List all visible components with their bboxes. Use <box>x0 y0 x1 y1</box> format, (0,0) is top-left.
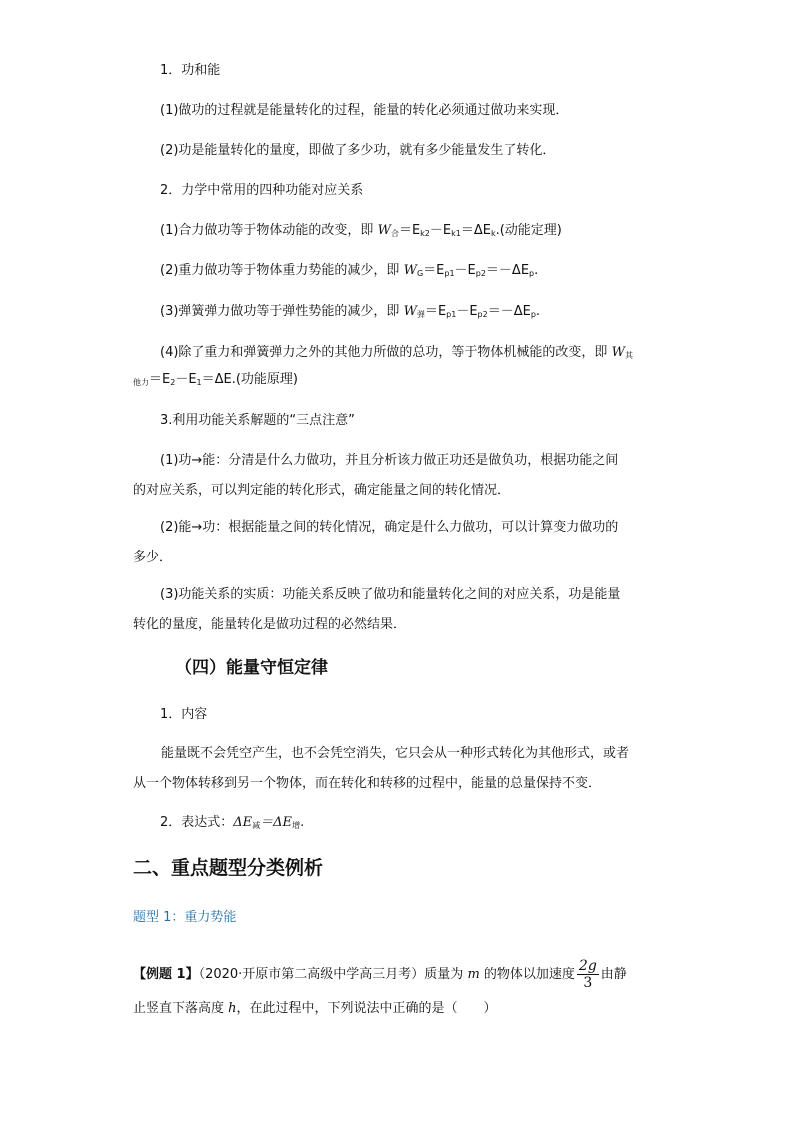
relation-4: (4)除了重力和弹簧弹力之外的其他力所做的总功，等于物体机械能的改变，即 $W_其$ <box>160 345 633 360</box>
paragraph: 从一个物体转移到另一个物体，而在转化和转移的过程中，能量的总量保持不变． <box>133 776 602 791</box>
section-1-title: 1．功和能 <box>160 63 221 78</box>
section-heading: （四）能量守恒定律 <box>175 658 328 678</box>
question-type-heading: 题型 1：重力势能 <box>133 910 237 925</box>
relation-4-cont: $_{他力}=E_2-E_1=\Delta E$.(功能原理) <box>133 372 299 387</box>
content-title: 1．内容 <box>160 707 208 722</box>
paragraph: (2)能→功：根据能量之间的转化情况，确定是什么力做功，可以计算变力做功的 <box>160 520 619 535</box>
relation-2: (2)重力做功等于物体重力势能的减少，即 $W_G=E_{p1}-E_{p2}=-\Delta E_p$. <box>160 263 539 278</box>
paragraph: 的对应关系，可以判定能的转化形式，确定能量之间的转化情况． <box>133 483 511 498</box>
paragraph: (3)功能关系的实质：功能关系反映了做功和能量转化之间的对应关系，功是能量 <box>160 587 621 602</box>
fraction: $\frac{2g}{3}$ <box>578 958 597 991</box>
relation-3: (3)弹簧弹力做功等于弹性势能的减少，即 $W_弹=E_{p1}-E_{p2}=-\Delta E_p$. <box>160 304 541 319</box>
section-2-title: 2．力学中常用的四种功能对应关系 <box>160 183 364 198</box>
main-heading: 二、重点题型分类例析 <box>133 857 324 879</box>
paragraph: 转化的量度，能量转化是做功过程的必然结果． <box>133 617 407 632</box>
example-question-cont: 止竖直下落高度 h，在此过程中，下列说法中正确的是（ ） <box>133 1001 497 1016</box>
paragraph: 能量既不会凭空产生，也不会凭空消失，它只会从一种形式转化为其他形式，或者 <box>161 746 630 761</box>
section-3-title: 3.利用功能关系解题的“三点注意” <box>160 413 355 428</box>
paragraph: (1)做功的过程就是能量转化的过程，能量的转化必须通过做功来实现． <box>160 103 569 118</box>
expression: 2．表达式：$\Delta E_减=\Delta E_增$. <box>160 815 305 830</box>
relation-1: (1)合力做功等于物体动能的改变，即 $W_合=E_{k2}-E_{k1}=\Delta E_k$.(动能定理) <box>160 223 562 238</box>
paragraph: (2)功是能量转化的量度，即做了多少功，就有多少能量发生了转化． <box>160 143 556 158</box>
paragraph: 多少． <box>133 550 173 565</box>
paragraph: (1)功→能：分清是什么力做功，并且分析该力做正功还是做负功，根据功能之间 <box>160 453 619 468</box>
example-question: 【例题 1】（2020·开原市第二高级中学高三月考）质量为 m 的物体以加速度 $\frac{2g}{3}$ 由静 <box>133 958 627 991</box>
